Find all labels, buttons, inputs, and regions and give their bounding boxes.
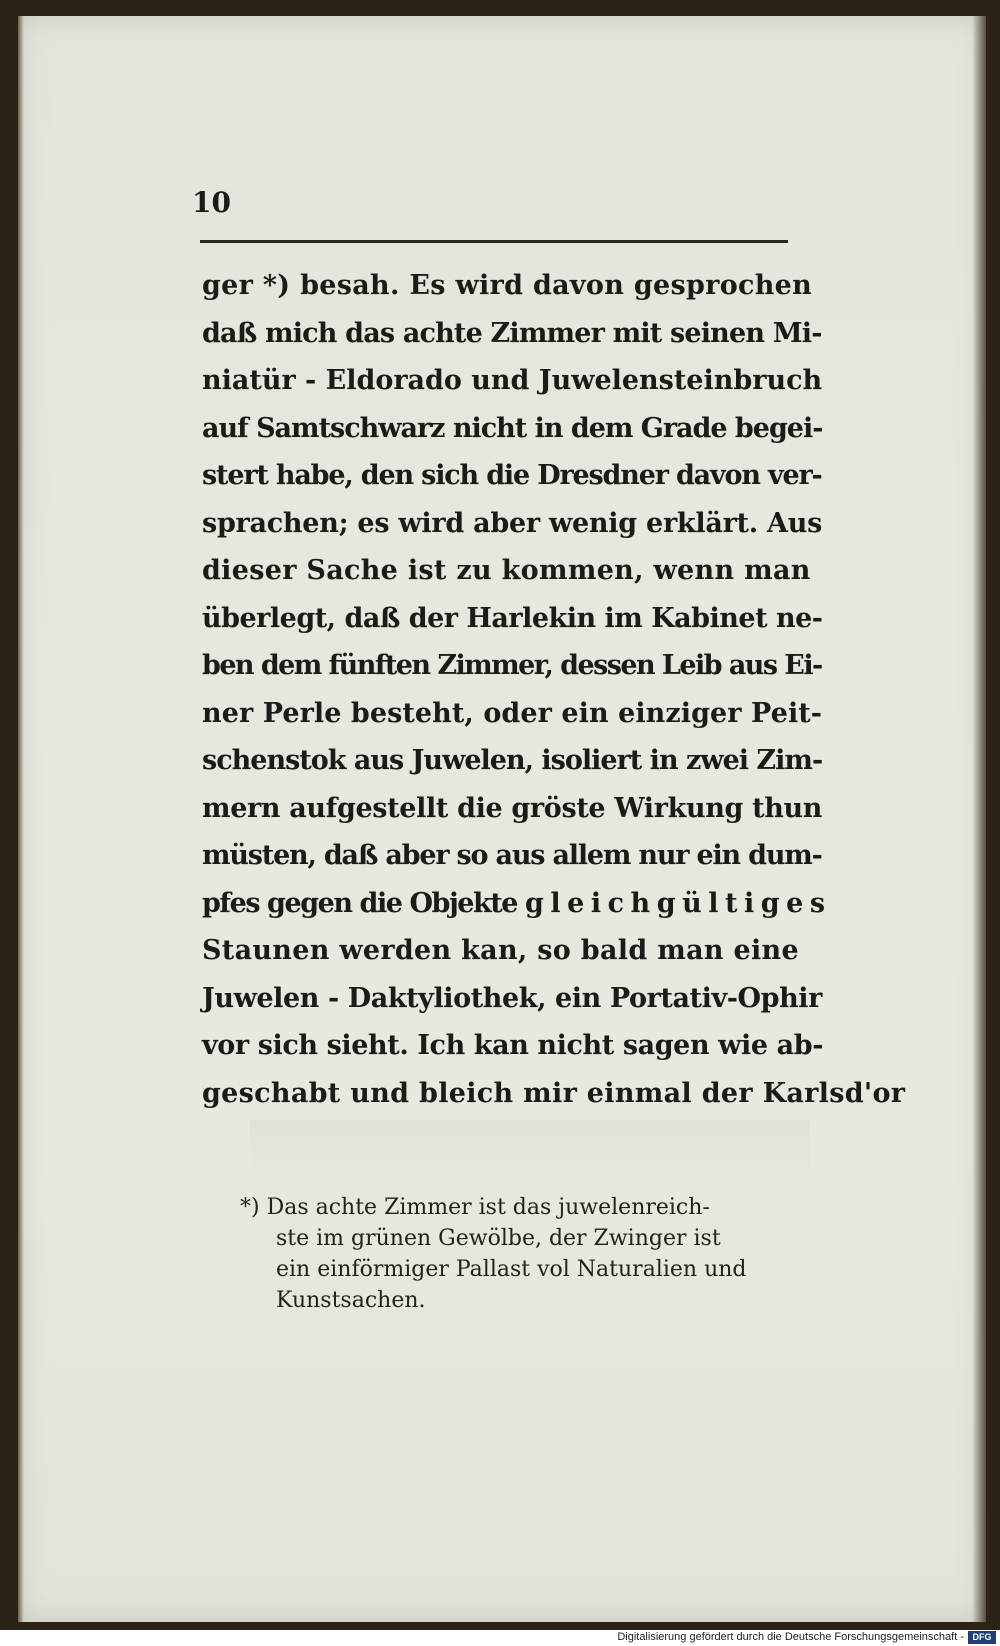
body-line: pfes gegen die Objekte g l e i c h g ü l t i g e s [202, 887, 824, 919]
page-edge-shadow [972, 16, 986, 1622]
body-line: müsten, daß aber so aus allem nur ein dum- [202, 840, 822, 871]
body-line: schenstok aus Juwelen, isoliert in zwei Zim- [202, 745, 823, 776]
body-line: Juwelen - Daktyliothek, ein Portativ-Ophir [202, 982, 822, 1014]
body-text [202, 262, 906, 1117]
show-through-bleed [250, 1120, 810, 1180]
body-line: geschabt und bleich mir einmal der Karlsd'or [202, 1077, 906, 1109]
page-gutter-shadow [18, 16, 24, 1622]
body-line: daß mich das achte Zimmer mit seinen Mi- [202, 317, 822, 349]
footnote [240, 1192, 830, 1316]
footnote-line: ste im grünen Gewölbe, der Zwinger ist [276, 1226, 721, 1251]
page-number: 10 [192, 186, 231, 219]
body-line: sprachen; es wird aber wenig erklärt. Aus [202, 507, 823, 539]
footnote-line: Kunstsachen. [276, 1288, 426, 1313]
body-line: dieser Sache ist zu kommen, wenn man [202, 555, 811, 586]
body-line: vor sich sieht. Ich kan nicht sagen wie ab- [202, 1030, 823, 1061]
dfg-logo: DFG [968, 1631, 996, 1644]
body-line: ger *) besah. Es wird davon gesprochen [202, 270, 813, 301]
body-line: auf Samtschwarz nicht in dem Grade begei- [202, 412, 823, 444]
body-line: Staunen werden kan, so bald man eine [202, 935, 799, 966]
footnote-line: ein einförmiger Pallast vol Naturalien und [276, 1257, 747, 1282]
body-line: mern aufgestellt die gröste Wirkung thun [202, 792, 823, 824]
body-line: stert habe, den sich die Dresdner davon ver- [202, 460, 822, 491]
body-line: überlegt, daß der Harlekin im Kabinet ne- [202, 602, 823, 634]
body-line: ner Perle besteht, oder ein einziger Peit- [202, 697, 823, 729]
digitization-credit: Digitalisierung gefördert durch die Deutsche Forschungsgemeinschaft - [617, 1631, 964, 1643]
body-line: ben dem fünften Zimmer, dessen Leib aus Ei- [202, 650, 822, 681]
body-line: niatür - Eldorado und Juwelensteinbruch [202, 365, 823, 396]
footnote-line: *) Das achte Zimmer ist das juwelenreich- [240, 1195, 710, 1220]
header-rule [200, 240, 788, 243]
